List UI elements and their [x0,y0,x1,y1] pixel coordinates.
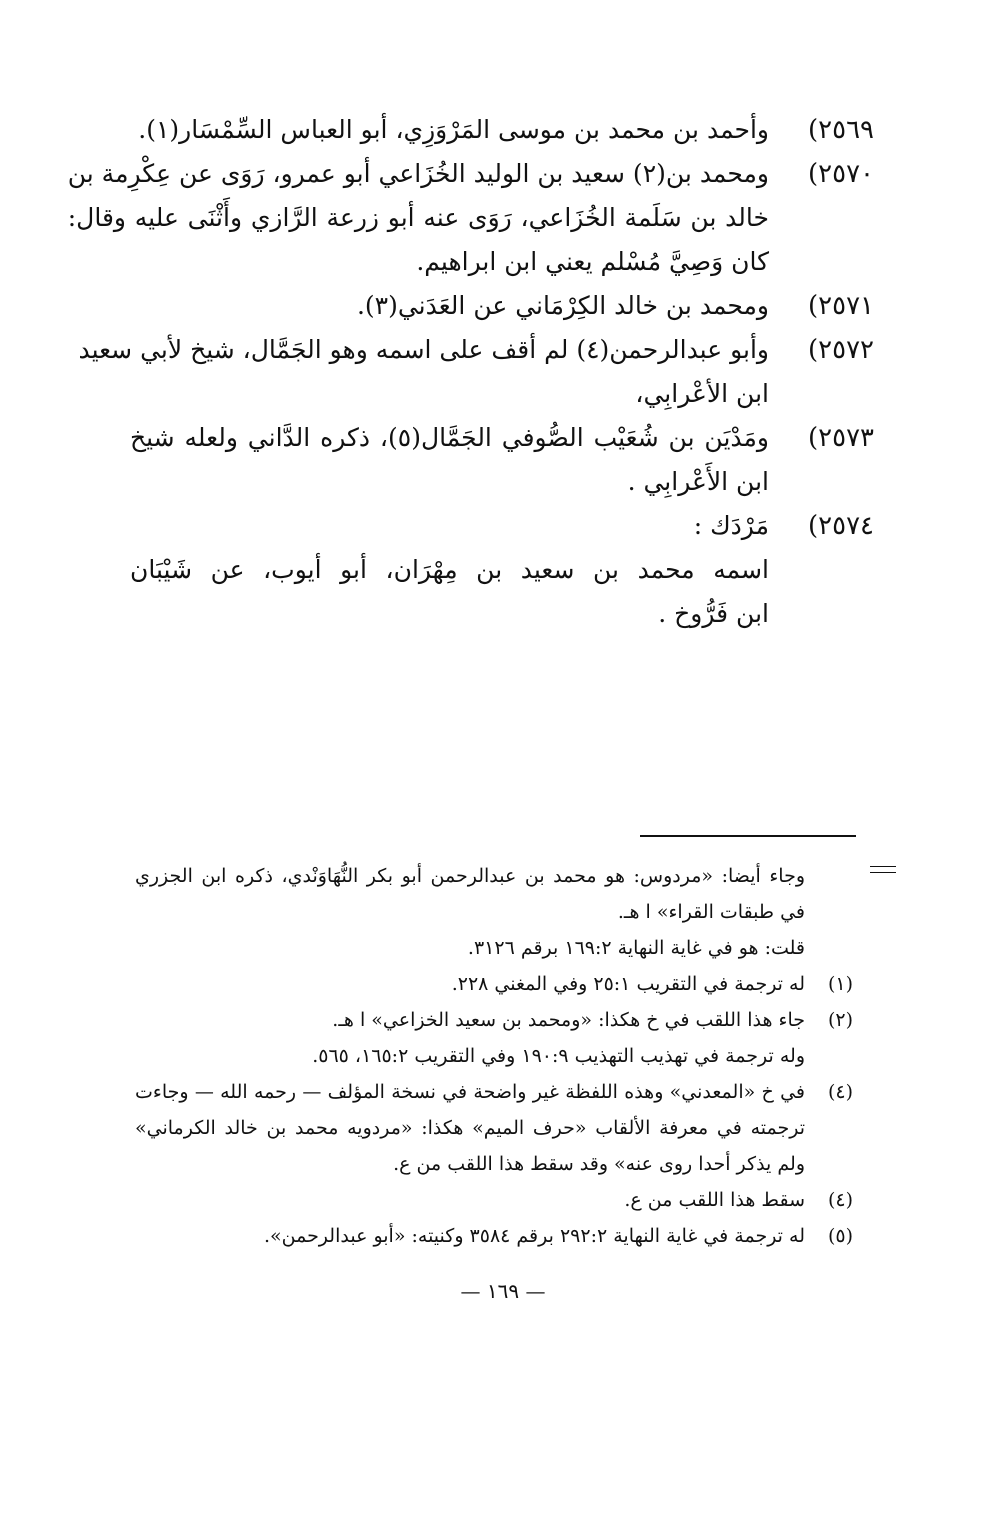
footnote-5 [135,1218,853,1254]
entry-line: ابن الأعْرابِي، [635,379,769,408]
entry-2571 [130,284,874,328]
entry-2569 [130,108,874,152]
entry-line: ابن الأَعْرابِي . [627,467,769,496]
entry-line: خالد بن سَلَمة الخُزَاعي، رَوَى عنه أبو زرعة الرَّازي وأَثْنَى عليه وقال: [67,203,769,232]
footnote-number: (٥) [827,1225,853,1247]
entry-line: مَرْدَك : [693,511,769,540]
footnote-continued [135,858,853,966]
entry-number: ٢٥٧٤) [807,511,874,541]
footnote-number: (٤) [827,1081,853,1103]
footnote-line: جاء هذا اللقب في خ هكذا: «ومحمد بن سعيد الخزاعي» ا هـ. [332,1009,805,1031]
footnote-continuation-mark [870,866,896,873]
footnote-4 [135,1182,853,1218]
footnote-line: في طبقات القراء» ا هـ. [617,901,805,923]
entry-2570 [67,152,874,284]
entry-number: ٢٥٦٩) [807,115,874,145]
entry-line: ومحمد بن(٢) سعيد بن الوليد الخُزَاعي أبو عمرو، رَوَى عن عِكْرِمة بن [67,159,769,188]
footnote-line: ولم يذكر أحدا روى عنه» وقد سقط هذا اللقب من ع. [393,1153,805,1175]
footnote-1 [135,966,853,1002]
entry-2574 [130,504,874,548]
entry-2573 [130,416,874,504]
footnote-number: (٢) [827,1009,853,1031]
footnote-number: (١) [827,973,853,995]
sub-entry [130,548,769,636]
footnote-3 [135,1074,853,1182]
footnote-line: سقط هذا اللقب من ع. [624,1189,805,1211]
footnotes-block [135,858,853,1254]
footnote-line: له ترجمة في التقريب ٢٥:١ وفي المغني ٢٢٨. [451,973,805,995]
entry-line: وأبو عبدالرحمن(٤) لم أقف على اسمه وهو الجَمَّال، شيخ لأبي سعيد [78,335,769,364]
entry-number: ٢٥٧٠) [807,159,874,189]
entry-line: ومحمد بن خالد الكِرْمَاني عن العَدَني(٣). [356,291,769,320]
footnote-line: قلت: هو في غاية النهاية ١٦٩:٢ برقم ٣١٢٦. [467,937,805,959]
footnote-line: ترجمته في معرفة الألقاب «حرف الميم» هكذا: «مردويه محمد بن خالد الكرماني» [135,1117,805,1139]
entry-line: كان وَصِيَّ مُسْلم يعني ابن ابراهيم. [416,247,769,276]
entry-number: ٢٥٧١) [807,291,874,321]
footnote-number: (٤) [827,1189,853,1211]
footnote-line: في خ «المعدني» وهذه اللفظة غير واضحة في نسخة المؤلف — رحمه الله — وجاءت [135,1081,805,1103]
footnote-line: وله ترجمة في تهذيب التهذيب ١٩٠:٩ وفي التقريب ١٦٥:٢، ٥٦٥. [312,1045,805,1067]
entry-line: ومَدْيَن بن شُعَيْب الصُّوفي الجَمَّال(٥)، ذكره الدَّاني ولعله شيخ [130,423,769,452]
footnote-line: له ترجمة في غاية النهاية ٢٩٢:٢ برقم ٣٥٨٤ وكنيته: «أبو عبدالرحمن». [263,1225,805,1247]
sub-entry-line: اسمه محمد بن سعيد بن مِهْرَان، أبو أيوب، عن شَيْبَان [130,555,769,584]
entry-number: ٢٥٧٢) [807,335,874,365]
page-number: — ١٦٩ — [460,1279,546,1303]
entry-2572 [78,328,874,416]
footnote-line: وجاء أيضا: «مردوس: هو محمد بن عبدالرحمن أبو بكر النُّهَاوَنْدي، ذكره ابن الجزري [135,865,805,887]
footnote-2 [135,1002,853,1074]
sub-entry-line: ابن فَرُّوخ . [658,599,769,628]
footnote-divider [640,835,856,837]
entry-line: وأحمد بن محمد بن موسى المَرْوَزِي، أبو العباس السِّمْسَار(١). [138,115,769,144]
entries-block [67,108,874,636]
entry-number: ٢٥٧٣) [807,423,874,453]
